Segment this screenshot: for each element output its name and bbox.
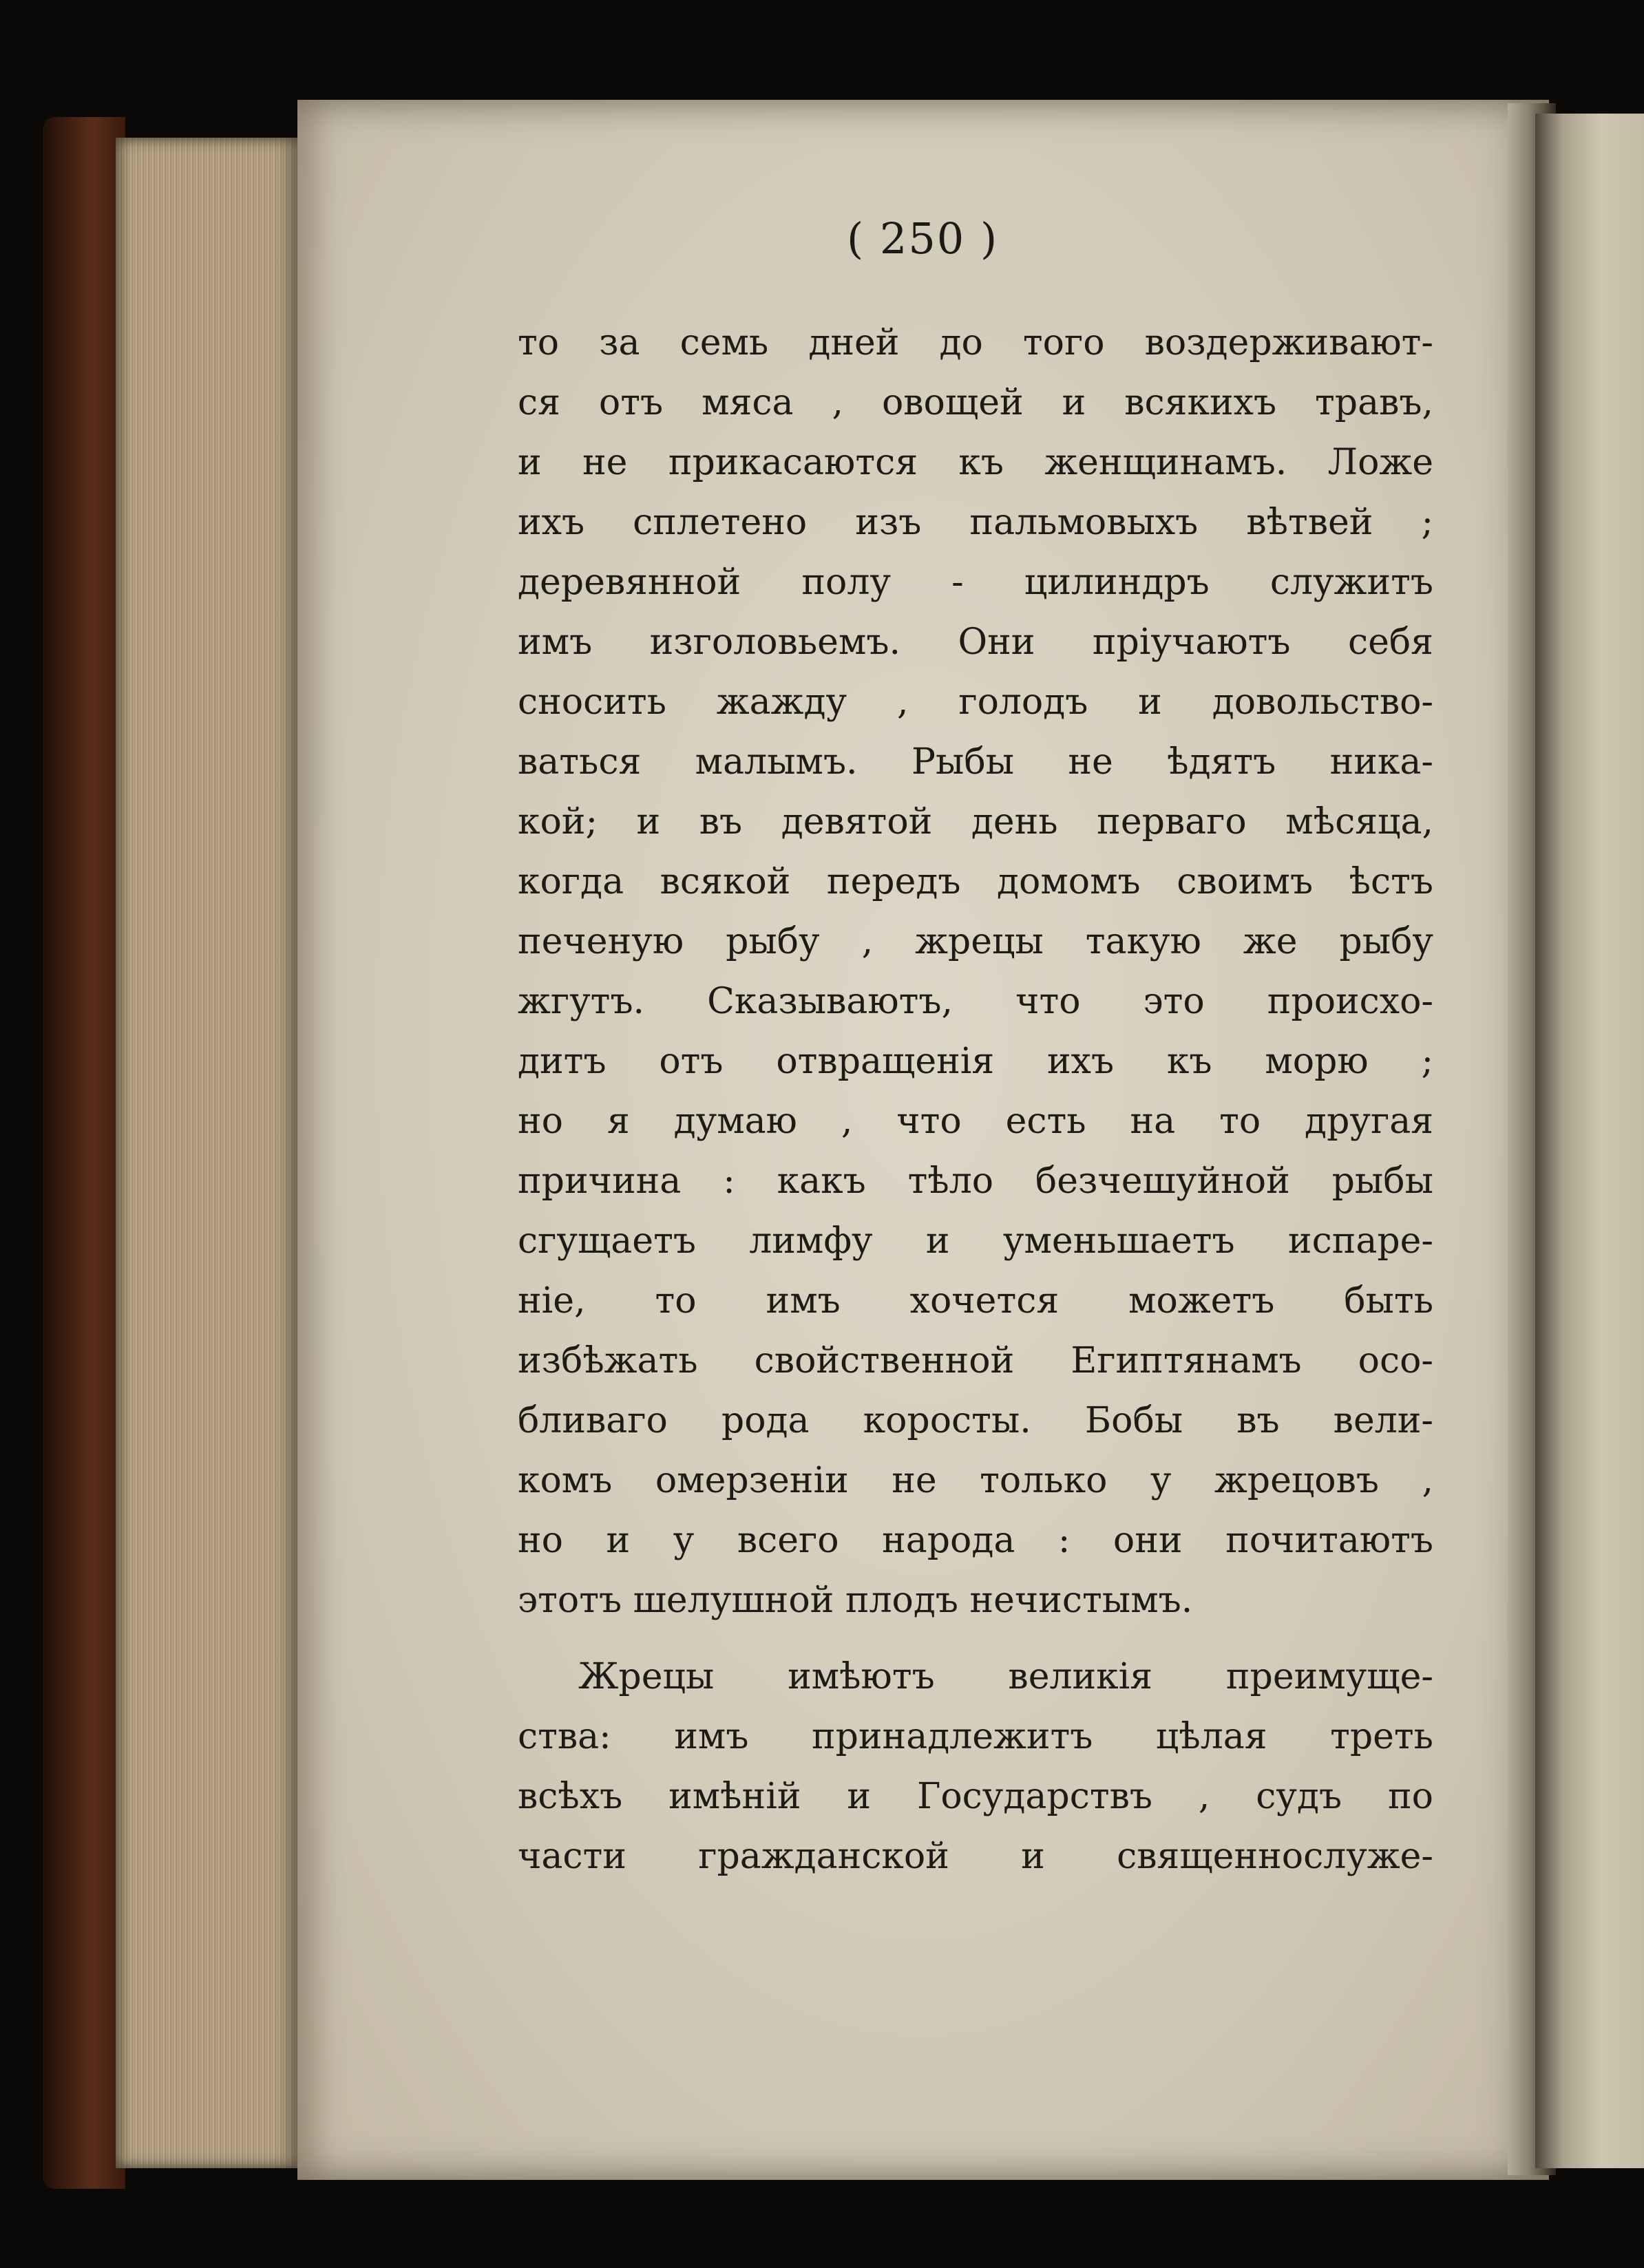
text-line: сносить жажду , голодъ и довольство- bbox=[518, 681, 1433, 723]
text-line: Жрецы имѣютъ великія преимуще- bbox=[578, 1656, 1433, 1697]
text-line: причина : какъ тѣло безчешуйной рыбы bbox=[518, 1161, 1433, 1202]
text-line: избѣжать свойственной Египтянамъ осо- bbox=[518, 1340, 1433, 1381]
text-line: сгущаетъ лимфу и уменьшаетъ испаре- bbox=[518, 1220, 1433, 1262]
text-line: ихъ сплетено изъ пальмовыхъ вѣтвей ; bbox=[518, 502, 1433, 543]
text-line: ся отъ мяса , овощей и всякихъ травъ, bbox=[518, 382, 1433, 423]
text-line: части гражданской и священнослуже- bbox=[518, 1836, 1433, 1877]
text-line: ства: имъ принадлежитъ цѣлая треть bbox=[518, 1716, 1433, 1757]
text-line: этотъ шелушной плодъ нечистымъ. bbox=[518, 1580, 1193, 1621]
text-line: бливаго рода коросты. Бобы въ вели- bbox=[518, 1400, 1433, 1441]
text-line: но и у всего народа : они почитаютъ bbox=[518, 1520, 1433, 1561]
text-line: комъ омерзеніи не только у жрецовъ , bbox=[518, 1460, 1433, 1501]
text-line: когда всякой передъ домомъ своимъ ѣстъ bbox=[518, 861, 1433, 902]
text-line: ваться малымъ. Рыбы не ѣдятъ ника- bbox=[518, 741, 1433, 783]
text-line: жгутъ. Сказываютъ, что это происхо- bbox=[518, 981, 1433, 1022]
text-line: деревянной полу - цилиндръ служитъ bbox=[518, 562, 1433, 603]
text-line: кой; и въ девятой день перваго мѣсяца, bbox=[518, 801, 1433, 842]
text-line: имъ изголовьемъ. Они пріучаютъ себя bbox=[518, 622, 1433, 663]
text-line: но я думаю , что есть на то другая bbox=[518, 1101, 1433, 1142]
page-number: ( 250 ) bbox=[847, 213, 999, 264]
text-line: то за семь дней до того воздерживают- bbox=[518, 322, 1433, 363]
text-line: ніе, то имъ хочется можетъ быть bbox=[518, 1280, 1433, 1322]
text-line: и не прикасаются къ женщинамъ. Ложе bbox=[518, 442, 1433, 483]
text-line: печеную рыбу , жрецы такую же рыбу bbox=[518, 921, 1433, 962]
text-line: дитъ отъ отвращенія ихъ къ морю ; bbox=[518, 1041, 1433, 1082]
text-line: всѣхъ имѣній и Государствъ , судъ по bbox=[518, 1776, 1433, 1817]
